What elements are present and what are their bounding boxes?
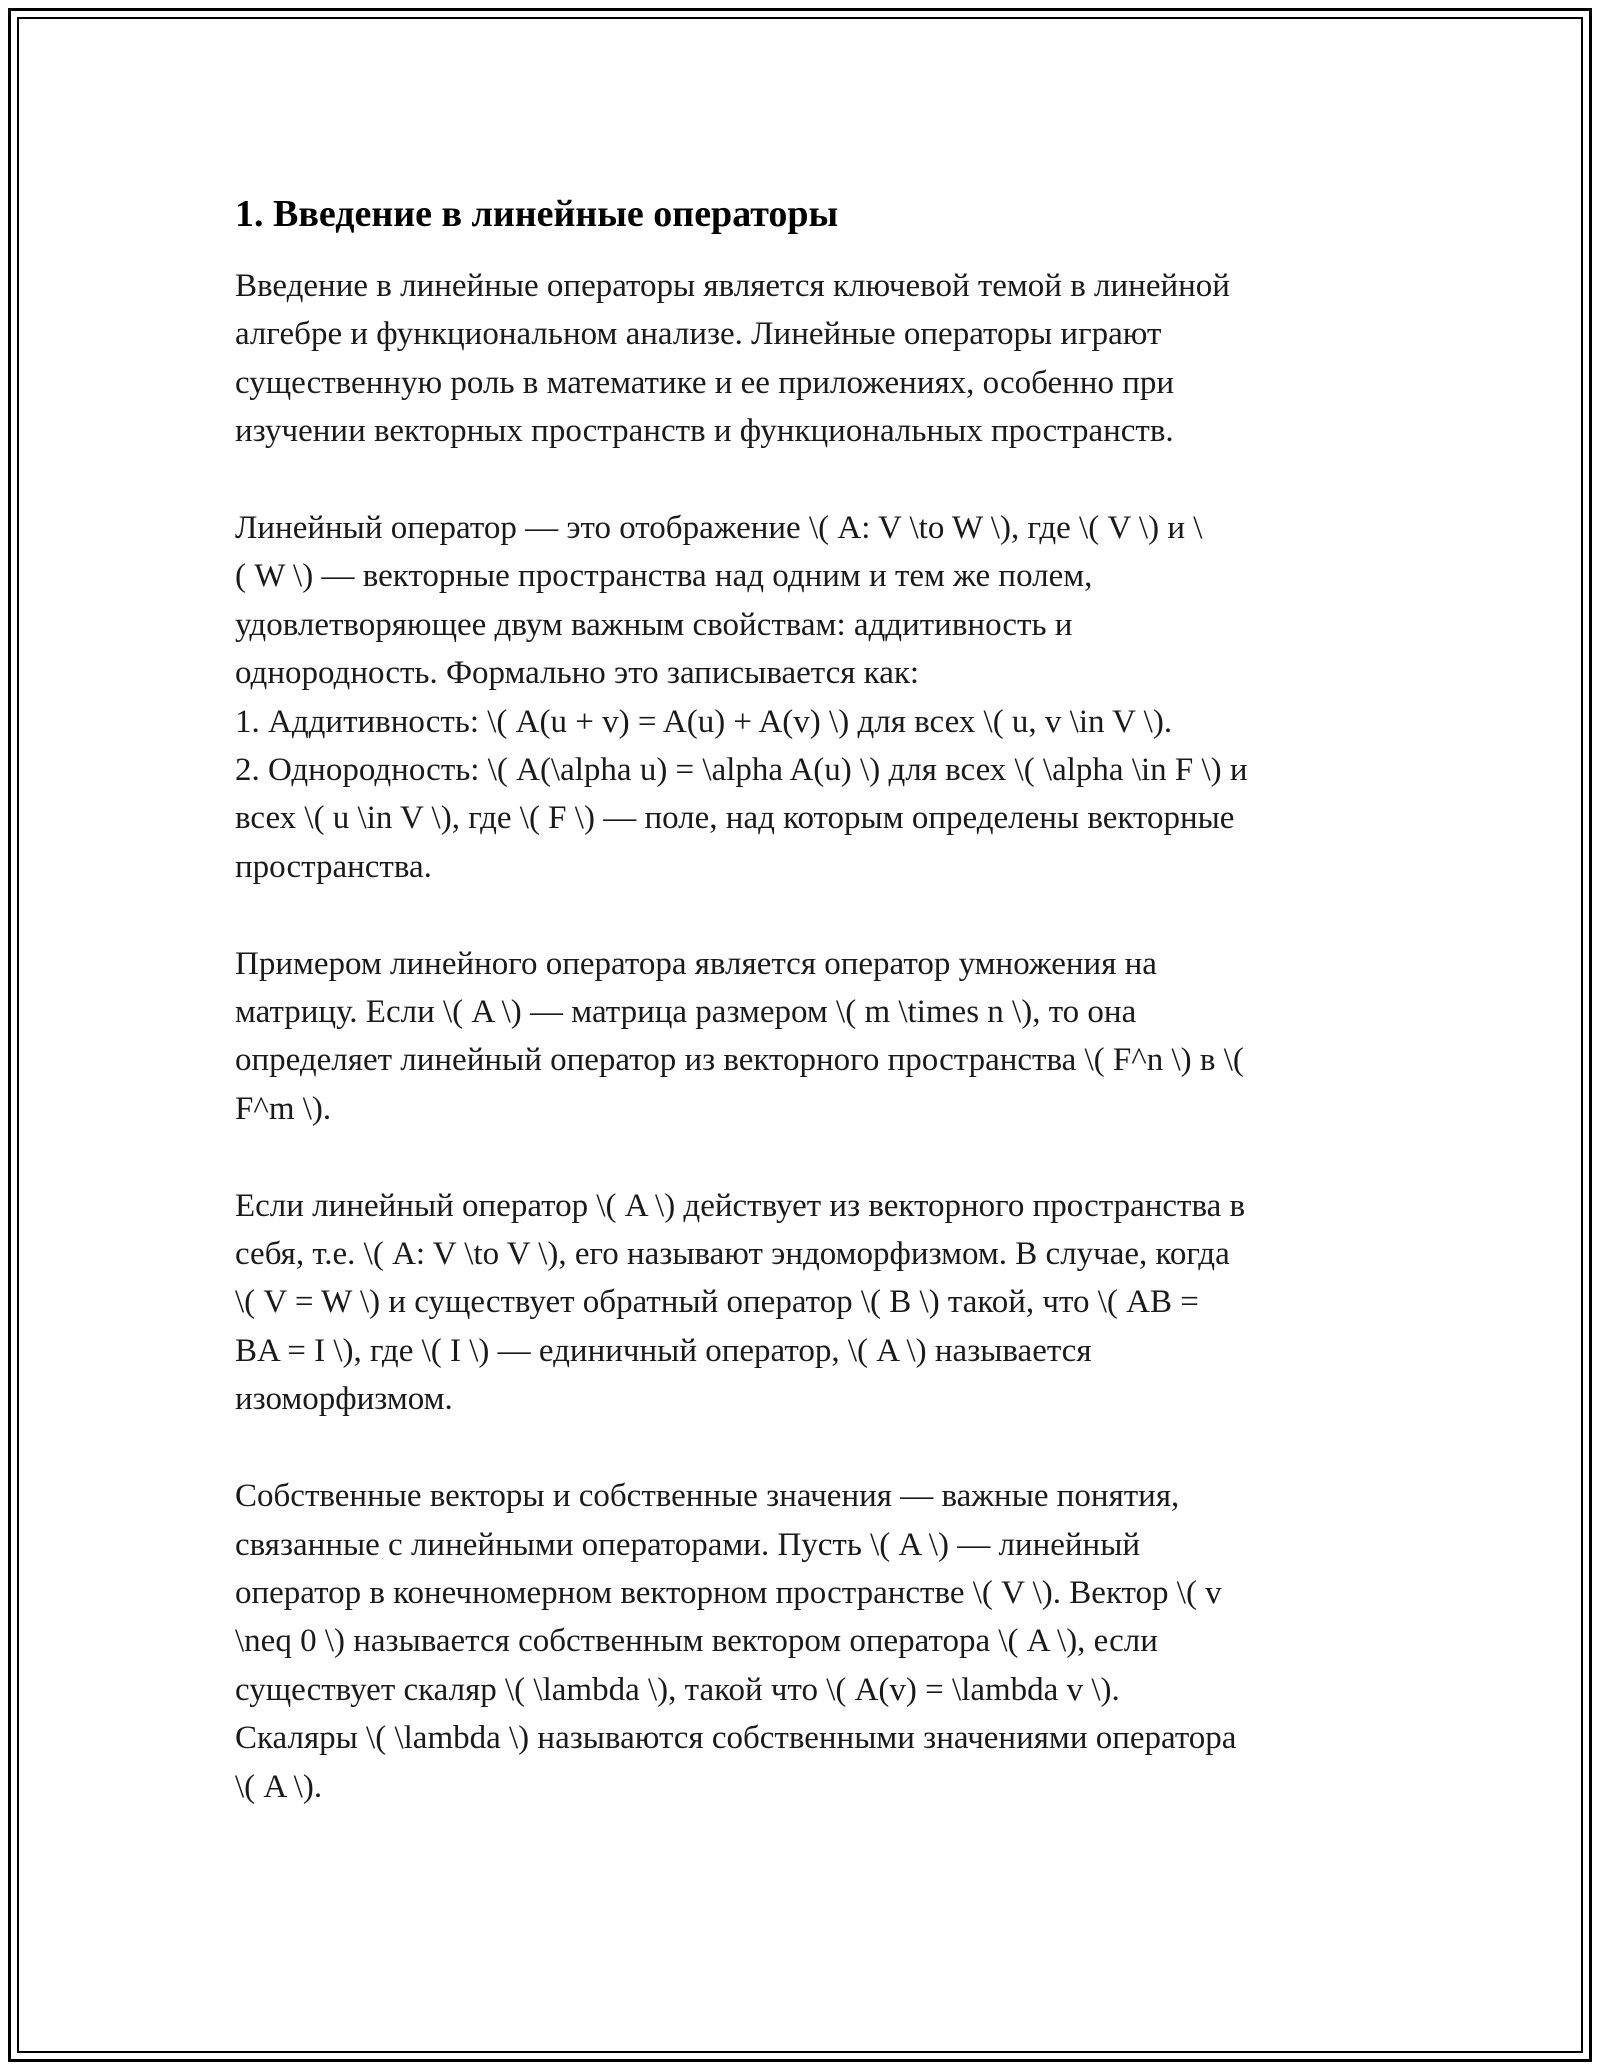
paragraph-matrix-example: Примером линейного оператора является оператор умножения на матрицу. Если \( A \) — матрица размером \( m \times n \), то она определяет линейный оператор из векторного пространства \( F^n \) в \( F^m \). — [235, 945, 1244, 1127]
section-heading: 1. Введение в линейные операторы — [235, 193, 839, 235]
paragraph-endomorphism: Если линейный оператор \( A \) действует из векторного пространства в себя, т.е. \( A: V \to V \), его называют эндоморфизмом. В случае, когда \( V = W \) и существует обратный оператор \( B \) такой, что \( AB = BA = I \), где \( I \) — единичный оператор, \( A \) называется изоморфизмом. — [235, 1187, 1246, 1418]
paragraph-intro: Введение в линейные операторы является ключевой темой в линейной алгебре и функциональном анализе. Линейные операторы играют существенную роль в математике и ее приложениях, особенно при изучении векторных пространств и функциональных пространств. — [235, 268, 1230, 450]
paragraph-definition: Линейный оператор — это отображение \( A: V \to W \), где \( V \) и \ ( W \) — векторные пространства над одним и тем же полем, удовлетворяющее двум важным свойствам: аддитивность и однородность. Формально это записывается как: 1. Аддитивность: \( A(u + v) = A(u) + A(v) \) для всех \( u, v \in V \). 2. Однородность: \( A(\alpha u) = \alpha A(u) \) для всех \( \alpha \in F \) и всех \( u \in V \), где \( F \) — поле, над которым определены векторные пространства. — [235, 510, 1248, 885]
document-body — [235, 188, 1365, 1859]
paragraph-eigen: Собственные векторы и собственные значения — важные понятия, связанные с линейными операторами. Пусть \( A \) — линейный оператор в конечномерном векторном пространстве \( V \). Вектор \( v \neq 0 \) называется собственным вектором оператора \( A \), если существует скаляр \( \lambda \), такой что \( A(v) = \lambda v \). Скаляры \( \lambda \) называются собственными значениями оператора \( A \). — [235, 1478, 1237, 1805]
